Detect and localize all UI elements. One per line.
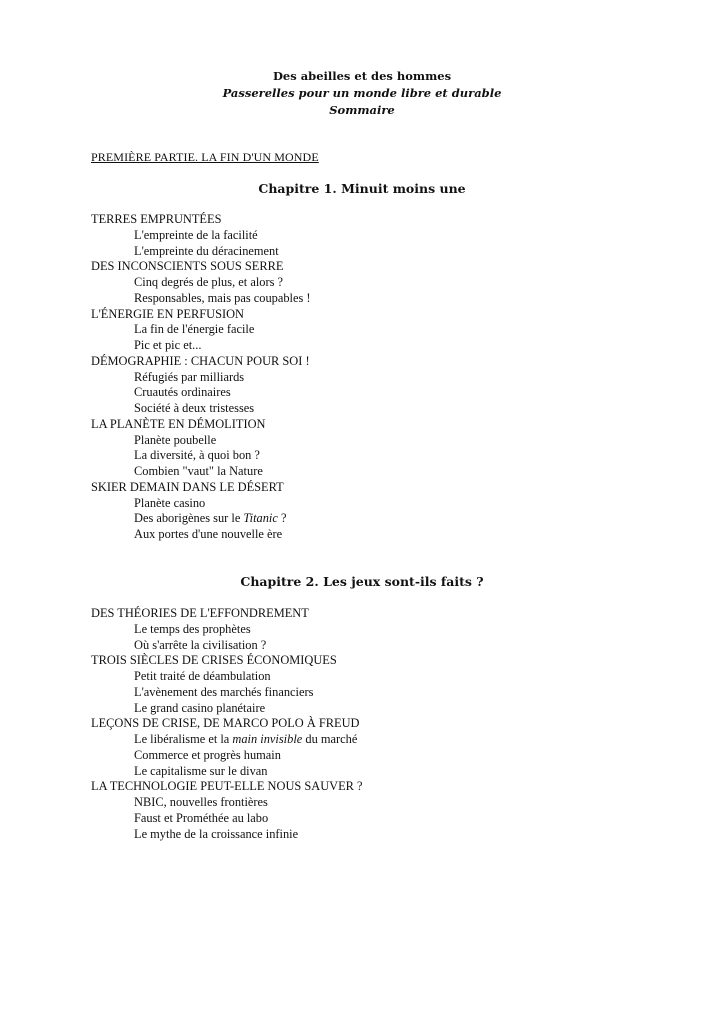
chapter-2-contents bbox=[91, 606, 363, 842]
subsection-text: Des aborigènes sur le bbox=[134, 511, 244, 526]
subsection-item bbox=[91, 511, 311, 527]
subsection-item: Planète casino bbox=[134, 495, 206, 510]
subsection-item: Petit traité de déambulation bbox=[134, 669, 271, 683]
title-block bbox=[0, 68, 724, 119]
subsection-item: L'empreinte de la facilité bbox=[134, 227, 258, 242]
subsection-text: Le libéralisme et la bbox=[134, 732, 233, 746]
subsection-item: Société à deux tristesses bbox=[134, 401, 255, 415]
section-heading: DES THÉORIES DE L'EFFONDREMENT bbox=[91, 606, 309, 620]
subsection-item: Le grand casino planétaire bbox=[134, 700, 266, 715]
section-heading: TERRES EMPRUNTÉES bbox=[91, 212, 222, 226]
subsection-text: ? bbox=[277, 511, 287, 526]
subsection-item: Pic et pic et... bbox=[134, 338, 202, 352]
section-heading: TROIS SIÈCLES DE CRISES ÉCONOMIQUES bbox=[91, 653, 337, 668]
subsection-item: Combien "vaut" la Nature bbox=[134, 464, 263, 478]
subsection-item: Le capitalisme sur le divan bbox=[134, 763, 268, 778]
subsection-item: Aux portes d'une nouvelle ère bbox=[134, 527, 283, 541]
part-heading: PREMIÈRE PARTIE. LA FIN D'UN MONDE bbox=[91, 150, 319, 164]
subsection-item: Cinq degrés de plus, et alors ? bbox=[134, 275, 283, 289]
subsection-item: Commerce et progrès humain bbox=[134, 747, 281, 762]
chapter-2-title: Chapitre 2. Les jeux sont-ils faits ? bbox=[240, 574, 484, 589]
section-heading: LA PLANÈTE EN DÉMOLITION bbox=[91, 416, 266, 431]
subsection-item bbox=[91, 732, 363, 748]
subsection-item: La fin de l'énergie facile bbox=[134, 322, 255, 337]
subsection-item: Le mythe de la croissance infinie bbox=[134, 826, 299, 841]
subsection-item: La diversité, à quoi bon ? bbox=[134, 448, 260, 463]
chapter-1-title: Chapitre 1. Minuit moins une bbox=[258, 181, 466, 196]
subsection-item: NBIC, nouvelles frontières bbox=[134, 795, 268, 809]
subsection-item: Réfugiés par milliards bbox=[134, 369, 245, 384]
section-heading: SKIER DEMAIN DANS LE DÉSERT bbox=[91, 479, 284, 494]
subsection-item: Faust et Prométhée au labo bbox=[134, 810, 269, 825]
subsection-item: Responsables, mais pas coupables ! bbox=[134, 290, 311, 305]
section-heading: LA TECHNOLOGIE PEUT-ELLE NOUS SAUVER ? bbox=[91, 779, 363, 794]
document-title: Des abeilles et des hommes bbox=[272, 69, 452, 83]
subsection-item: Où s'arrête la civilisation ? bbox=[134, 637, 267, 652]
sommaire-heading: Sommaire bbox=[329, 103, 395, 117]
document-subtitle: Passerelles pour un monde libre et durable bbox=[222, 86, 502, 100]
section-heading: DÉMOGRAPHIE : CHACUN POUR SOI ! bbox=[91, 353, 310, 368]
subsection-item: L'avènement des marchés financiers bbox=[134, 684, 314, 699]
subsection-item: Le temps des prophètes bbox=[134, 621, 251, 636]
section-heading: DES INCONSCIENTS SOUS SERRE bbox=[91, 259, 284, 274]
chapter-1-contents bbox=[91, 212, 311, 543]
subsection-item: L'empreinte du déracinement bbox=[134, 243, 279, 258]
subsection-text: du marché bbox=[302, 732, 358, 746]
italic-text: Titanic bbox=[243, 511, 278, 526]
section-heading: LEÇONS DE CRISE, DE MARCO POLO À FREUD bbox=[91, 716, 360, 731]
subsection-item: Cruautés ordinaires bbox=[134, 385, 231, 400]
section-heading: L'ÉNERGIE EN PERFUSION bbox=[91, 306, 244, 321]
subsection-item: Planète poubelle bbox=[134, 432, 217, 447]
italic-text: main invisible bbox=[232, 732, 303, 746]
